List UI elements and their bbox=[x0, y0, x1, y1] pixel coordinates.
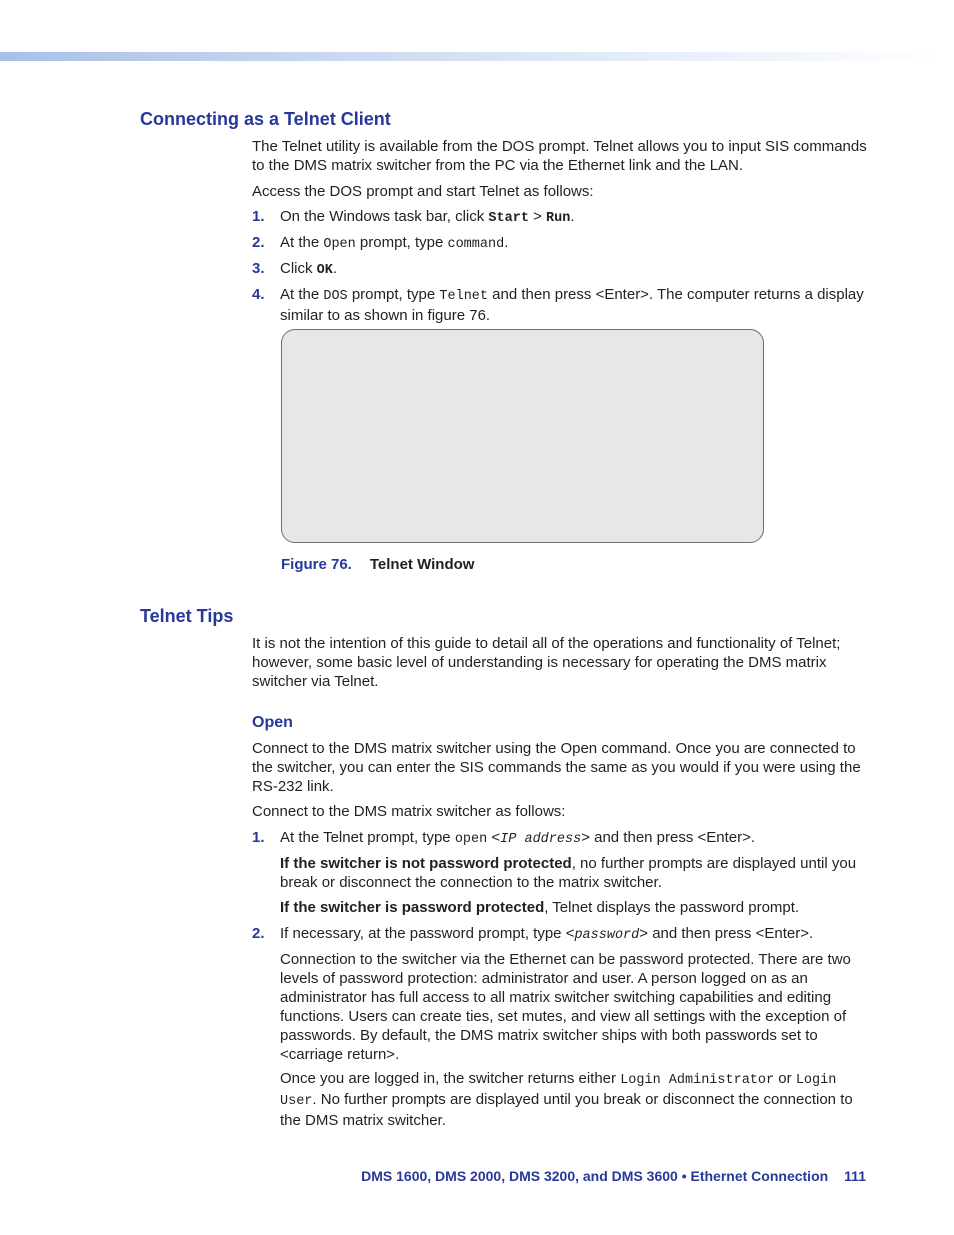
step-number: 1. bbox=[252, 208, 265, 225]
header-gradient-bar bbox=[0, 52, 940, 61]
step-number: 3. bbox=[252, 260, 265, 277]
step-number: 4. bbox=[252, 286, 265, 303]
open-step-1-text: At the Telnet prompt, type open <IP address> and then press <Enter>. bbox=[280, 829, 756, 847]
figure-caption bbox=[281, 556, 474, 574]
page-number: 111 bbox=[844, 1168, 866, 1184]
subheading-open: Open bbox=[252, 714, 293, 731]
login-paragraph: Once you are logged in, the switcher returns either Login Administrator or Login User. No further prompts are displayed until you break or disconnect the connection to the DMS matrix switcher. bbox=[280, 1070, 853, 1129]
step-number: 2. bbox=[252, 925, 265, 942]
open-intro-paragraph: Connect to the DMS matrix switcher using the Open command. Once you are connected to the switcher, you can enter the SIS commands the same as you would if you were using the RS-232 link. bbox=[252, 740, 861, 795]
telnet-window-figure bbox=[281, 329, 764, 543]
step-1-text: On the Windows task bar, click Start > Run. bbox=[280, 208, 575, 226]
step-number: 2. bbox=[252, 234, 265, 251]
section-heading-telnet-tips: Telnet Tips bbox=[140, 606, 234, 626]
lead-paragraph: Access the DOS prompt and start Telnet as follows: bbox=[252, 183, 594, 200]
tips-paragraph: It is not the intention of this guide to detail all of the operations and functionality of Telnet; however, some basic level of understanding is necessary for operating the DMS matrix switcher via Telnet. bbox=[252, 635, 841, 690]
figure-title: Telnet Window bbox=[369, 556, 475, 573]
figure-number: Figure 76. bbox=[281, 556, 352, 573]
intro-paragraph: The Telnet utility is available from the DOS prompt. Telnet allows you to input SIS commands to the DMS matrix switcher from the PC via the Ethernet link and the LAN. bbox=[252, 138, 867, 174]
section-heading-telnet-client: Connecting as a Telnet Client bbox=[140, 109, 391, 129]
page-footer bbox=[361, 1167, 866, 1185]
open-step-2-text: If necessary, at the password prompt, type <password> and then press <Enter>. bbox=[280, 925, 814, 943]
footer-title: DMS 1600, DMS 2000, DMS 3200, and DMS 3600 • Ethernet Connection bbox=[361, 1168, 829, 1184]
open-lead-paragraph: Connect to the DMS matrix switcher as follows: bbox=[252, 803, 566, 820]
step-number: 1. bbox=[252, 829, 265, 846]
step-2-text: At the Open prompt, type command. bbox=[280, 234, 509, 252]
note-protected: If the switcher is password protected, Telnet displays the password prompt. bbox=[280, 899, 800, 916]
password-paragraph: Connection to the switcher via the Ethernet can be password protected. There are two levels of password protection: administrator and user. A person logged on as an administrator has full access to all matrix switcher switching capabilities and editing functions. Users can create ties, set mutes, and view all settings with the exception of passwords. By default, the DMS matrix switcher ships with both passwords set to <carriage return>. bbox=[280, 951, 851, 1063]
step-4-text: At the DOS prompt, type Telnet and then press <Enter>. The computer returns a display similar to as shown in figure 76. bbox=[280, 286, 864, 324]
step-3-text: Click OK. bbox=[280, 260, 338, 278]
note-not-protected: If the switcher is not password protected, no further prompts are displayed until you break or disconnect the connection to the matrix switcher. bbox=[280, 855, 857, 891]
